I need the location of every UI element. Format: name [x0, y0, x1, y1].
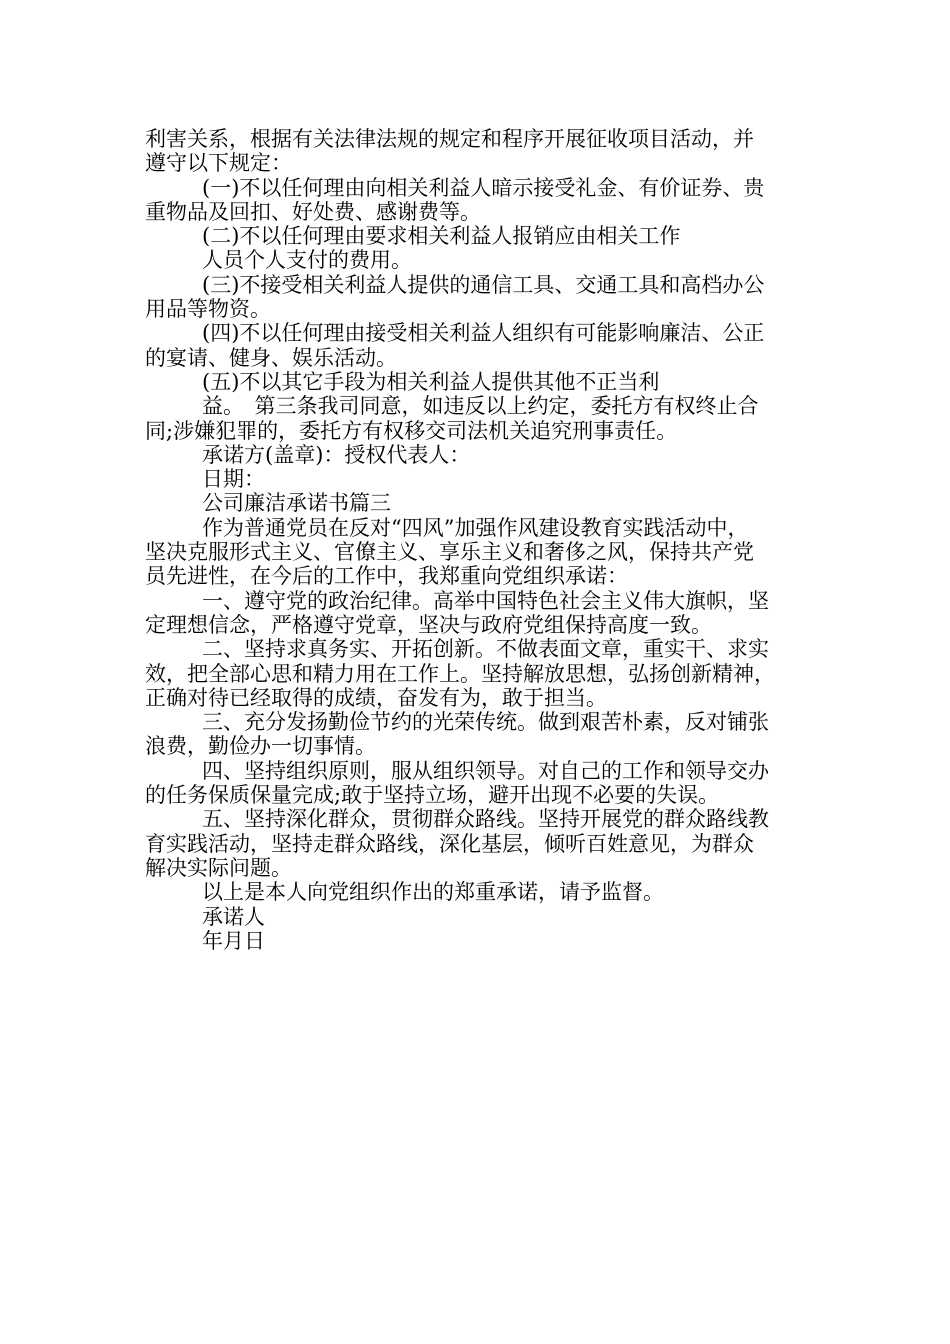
text-line: 公司廉洁承诺书篇三 — [202, 491, 391, 516]
text-line: 定理想信念，严格遵守党章，坚决与政府党组保持高度一致。 — [145, 612, 712, 637]
text-line: (三)不接受相关利益人提供的通信工具、交通工具和高档办公 — [202, 272, 765, 297]
text-line: 员先进性，在今后的工作中，我郑重向党组织承诺： — [145, 564, 628, 589]
text-line: 四、坚持组织原则，服从组织领导。对自己的工作和领导交办 — [202, 758, 769, 783]
text-line: 益。 第三条我司同意，如违反以上约定，委托方有权终止合 — [202, 394, 759, 419]
text-line: 人员个人支付的费用。 — [202, 248, 412, 273]
text-line: 一、遵守党的政治纪律。高举中国特色社会主义伟大旗帜，坚 — [202, 588, 769, 613]
text-line: 效，把全部心思和精力用在工作上。坚持解放思想，弘扬创新精神， — [145, 661, 775, 686]
text-line: 同;涉嫌犯罪的，委托方有权移交司法机关追究刑事责任。 — [145, 418, 678, 443]
text-line: 解决实际问题。 — [145, 855, 292, 880]
text-line: (一)不以任何理由向相关利益人暗示接受礼金、有价证券、贵 — [202, 175, 765, 200]
text-line: 遵守以下规定： — [145, 151, 292, 176]
text-line: 利害关系，根据有关法律法规的规定和程序开展征收项目活动，并 — [145, 127, 754, 151]
text-line: 的宴请、健身、娱乐活动。 — [145, 345, 397, 370]
text-line: 的任务保质保量完成;敢于坚持立场，避开出现不必要的失误。 — [145, 783, 720, 808]
text-line: 重物品及回扣、好处费、感谢费等。 — [145, 199, 481, 224]
text-line: 作为普通党员在反对“四风”加强作风建设教育实践活动中， — [202, 515, 749, 540]
text-line: (四)不以任何理由接受相关利益人组织有可能影响廉洁、公正 — [202, 321, 765, 346]
text-line: 二、坚持求真务实、开拓创新。不做表面文章，重实干、求实 — [202, 637, 769, 662]
text-line: 以上是本人向党组织作出的郑重承诺，请予监督。 — [202, 880, 664, 905]
text-line: 日期： — [202, 467, 265, 492]
document-body — [145, 127, 815, 953]
text-line: 承诺方(盖章)：授权代表人： — [202, 442, 471, 467]
text-line: 承诺人 — [202, 904, 265, 929]
text-line: 正确对待已经取得的成绩，奋发有为，敢于担当。 — [145, 685, 607, 710]
text-line: 用品等物资。 — [145, 297, 271, 322]
text-line: (二)不以任何理由要求相关利益人报销应由相关工作 — [202, 224, 681, 249]
text-line: 五、坚持深化群众，贯彻群众路线。坚持开展党的群众路线教 — [202, 807, 769, 832]
text-line: 浪费，勤俭办一切事情。 — [145, 734, 376, 759]
text-line: (五)不以其它手段为相关利益人提供其他不正当利 — [202, 369, 660, 394]
text-line: 坚决克服形式主义、官僚主义、享乐主义和奢侈之风，保持共产党 — [145, 540, 754, 565]
text-line: 年月日 — [202, 928, 265, 953]
text-line: 三、充分发扬勤俭节约的光荣传统。做到艰苦朴素，反对铺张 — [202, 710, 769, 735]
text-line: 育实践活动，坚持走群众路线，深化基层，倾听百姓意见，为群众 — [145, 831, 754, 856]
